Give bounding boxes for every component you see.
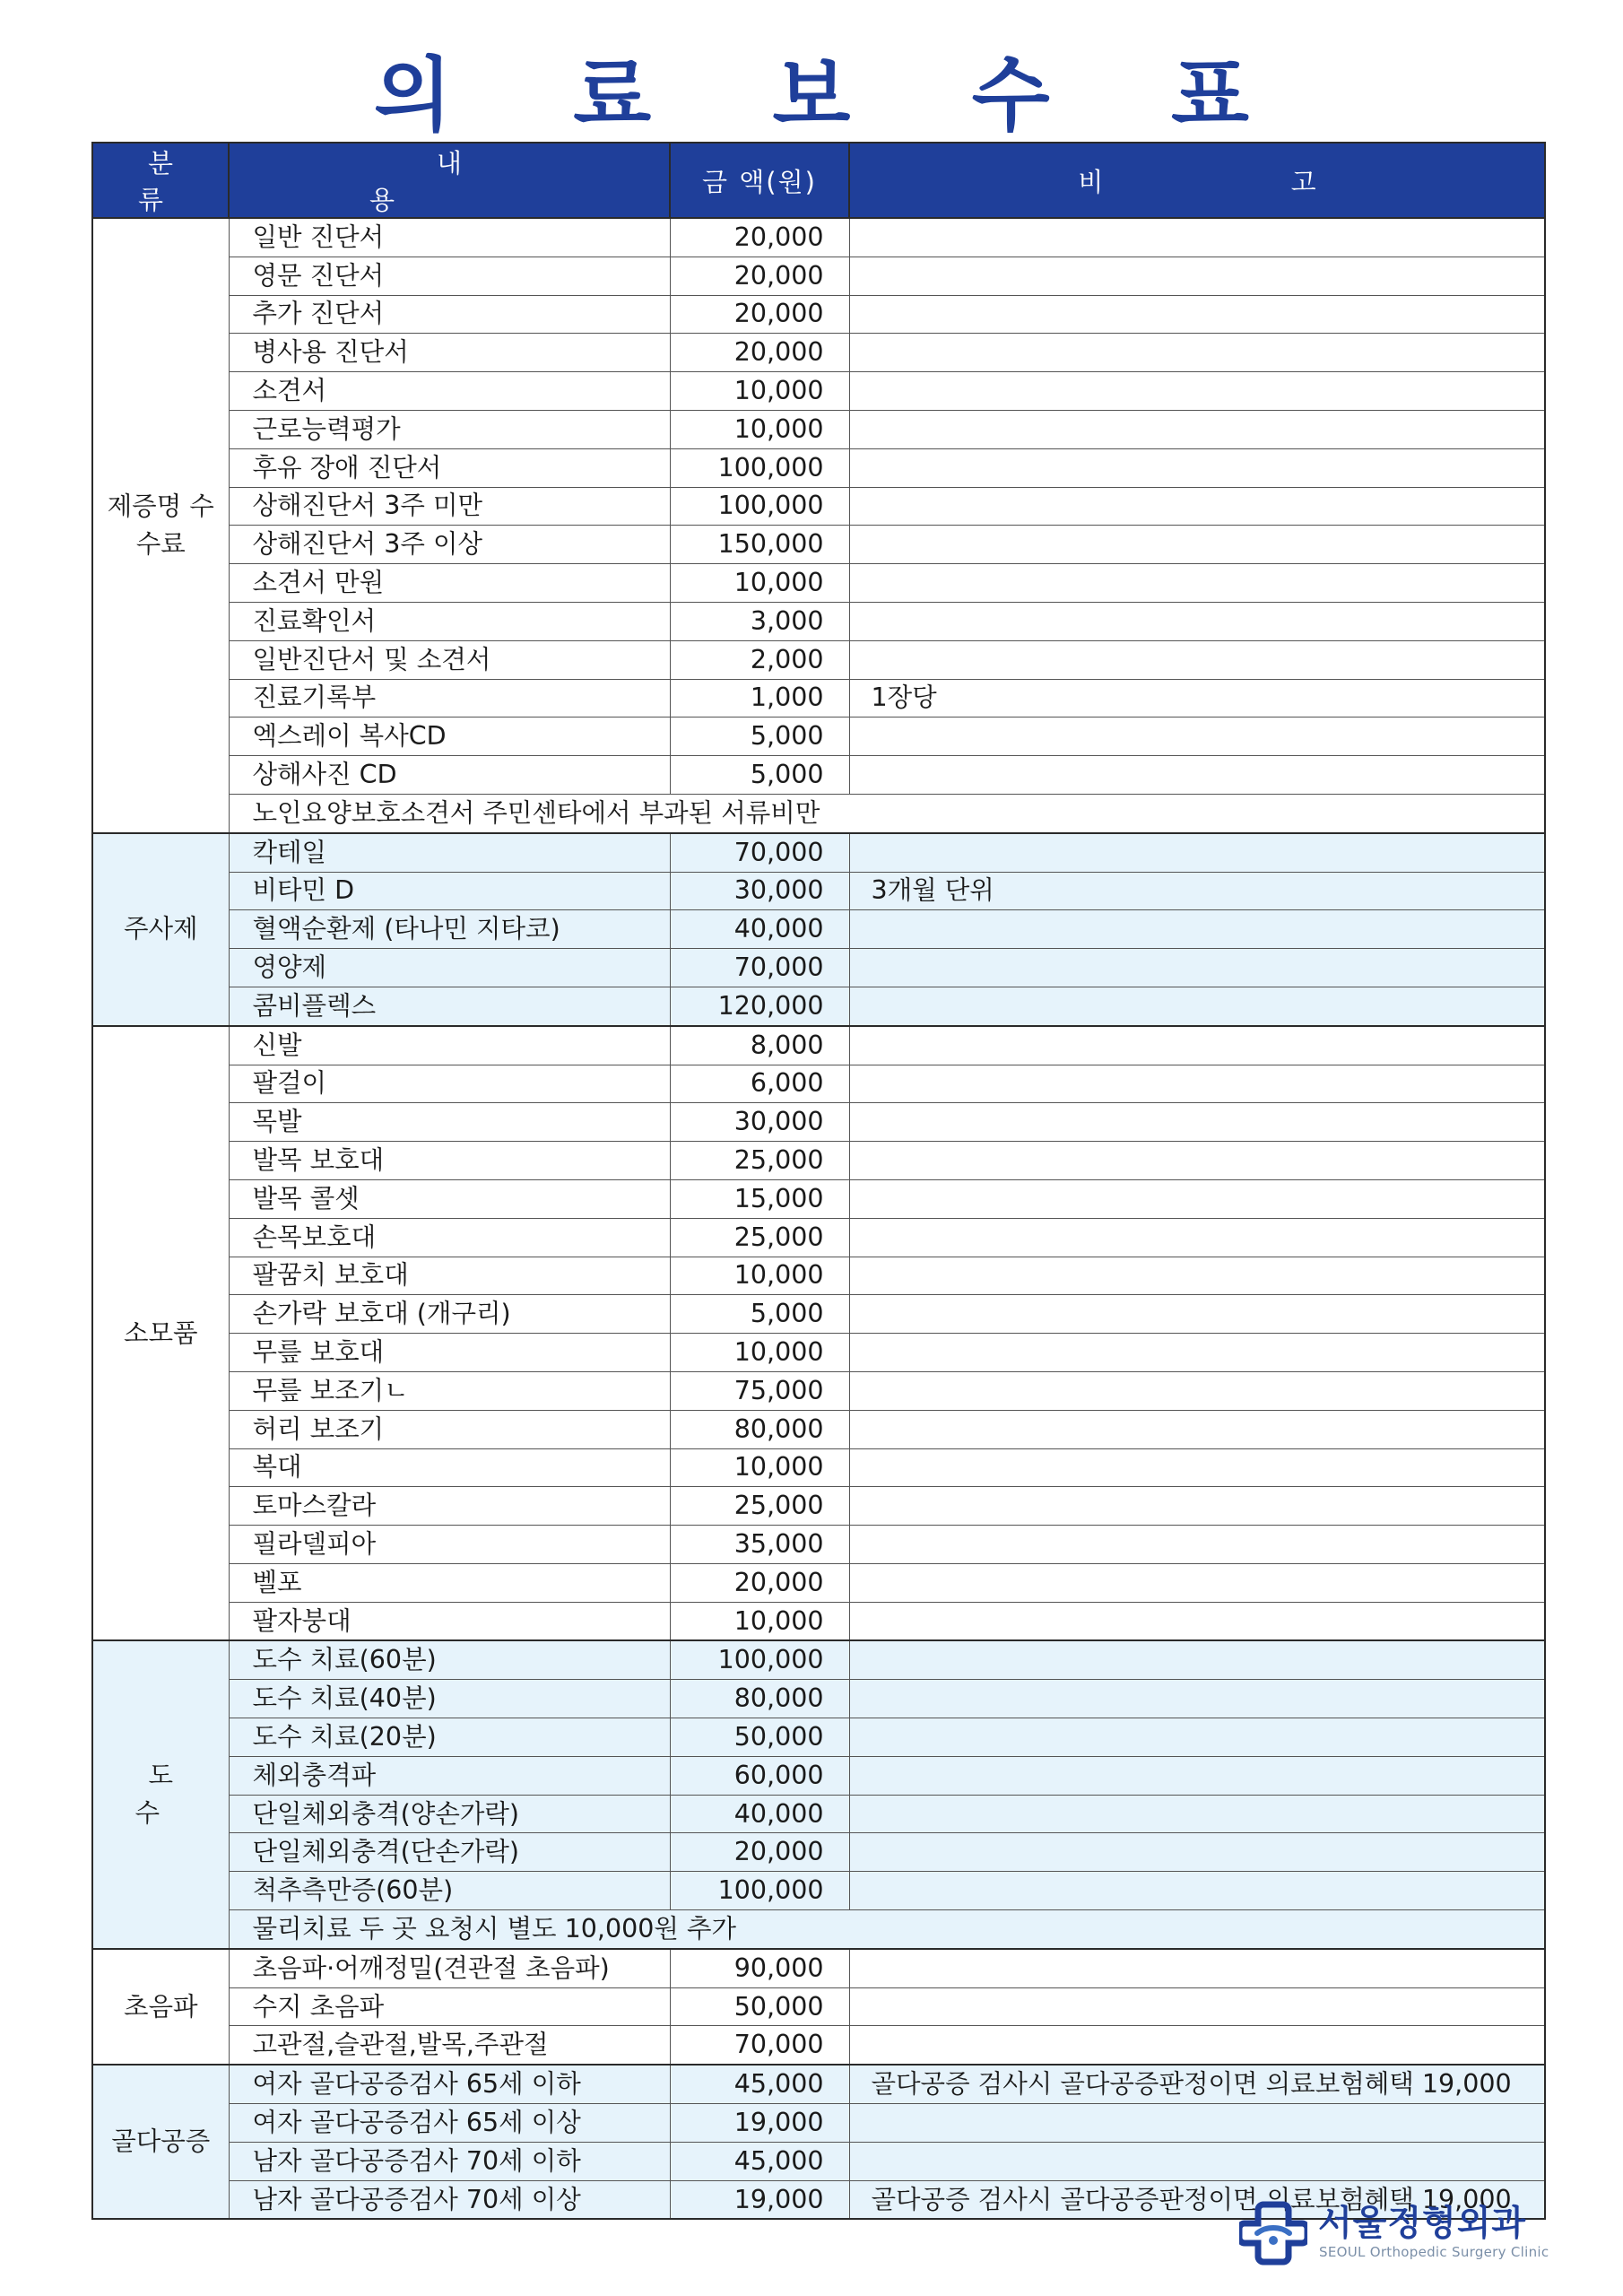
item-cell: 벨포 [229,1563,670,1602]
header-amount: 금 액(원) [670,143,849,218]
amount-cell: 70,000 [670,949,849,987]
group-footnote: 노인요양보호소견서 주민센타에서 부과된 서류비만 [229,794,1545,832]
note-cell [849,2026,1545,2065]
note-cell: 1장당 [849,679,1545,718]
amount-cell: 10,000 [670,1602,849,1640]
item-cell: 근로능력평가 [229,410,670,448]
item-cell: 도수 치료(40분) [229,1680,670,1718]
amount-cell: 30,000 [670,872,849,910]
amount-cell: 20,000 [670,1833,849,1872]
item-cell: 여자 골다공증검사 65세 이하 [229,2065,670,2103]
note-cell [849,564,1545,603]
note-cell [849,640,1545,679]
table-row [92,602,1545,640]
amount-cell: 80,000 [670,1680,849,1718]
note-cell [849,257,1545,295]
item-cell: 손가락 보호대 (개구리) [229,1295,670,1334]
amount-cell: 5,000 [670,1295,849,1334]
amount-cell: 35,000 [670,1526,849,1564]
item-cell: 수지 초음파 [229,1987,670,2026]
note-cell [849,1179,1545,1218]
note-cell [849,1065,1545,1103]
amount-cell: 20,000 [670,334,849,372]
table-row [92,987,1545,1025]
note-cell [849,1410,1545,1448]
clinic-name: 서울정형외과 [1318,2204,1527,2244]
note-cell [849,1602,1545,1640]
item-cell: 목발 [229,1103,670,1142]
item-cell: 비타민 D [229,872,670,910]
note-cell [849,1218,1545,1257]
note-cell [849,1756,1545,1795]
amount-cell: 100,000 [670,1640,849,1679]
table-row [92,1334,1545,1372]
note-cell [849,1026,1545,1065]
category-cell [92,218,229,833]
table-row [92,2104,1545,2143]
amount-cell: 10,000 [670,564,849,603]
table-row [92,257,1545,295]
table-row [92,1448,1545,1487]
item-cell: 도수 치료(20분) [229,1718,670,1757]
item-cell: 상해진단서 3주 이상 [229,526,670,564]
amount-cell: 10,000 [670,1448,849,1487]
amount-cell: 25,000 [670,1218,849,1257]
amount-cell: 120,000 [670,987,849,1025]
amount-cell: 10,000 [670,1334,849,1372]
item-cell: 남자 골다공증검사 70세 이하 [229,2142,670,2180]
note-cell [849,1640,1545,1679]
item-cell: 손목보호대 [229,1218,670,1257]
table-row [92,1026,1545,1065]
table-row [92,949,1545,987]
note-cell [849,1103,1545,1142]
table-row [92,1640,1545,1679]
table-row [92,718,1545,756]
table-row [92,1487,1545,1526]
table-row [92,218,1545,257]
table-row [92,1295,1545,1334]
category-label: 골다공증 [111,2126,211,2157]
amount-cell: 2,000 [670,640,849,679]
amount-cell: 75,000 [670,1371,849,1410]
amount-cell: 80,000 [670,1410,849,1448]
table-row [92,1563,1545,1602]
table-header-row [92,143,1545,218]
table-row [92,1065,1545,1103]
table-row [92,2026,1545,2065]
note-cell: 골다공증 검사시 골다공증판정이면 의료보험혜택 19,000 [849,2065,1545,2103]
table-row [92,1910,1545,1949]
note-cell [849,756,1545,795]
category-label: 제증명 수수료 [107,491,214,559]
item-cell: 소견서 만원 [229,564,670,603]
note-cell [849,448,1545,487]
amount-cell: 40,000 [670,910,849,949]
category-cell [92,1949,229,2065]
item-cell: 고관절,슬관절,발목,주관절 [229,2026,670,2065]
item-cell: 단일체외충격(양손가락) [229,1795,670,1833]
table-row [92,872,1545,910]
item-cell: 단일체외충격(단손가락) [229,1833,670,1872]
note-cell [849,1872,1545,1910]
table-row [92,1103,1545,1142]
note-cell [849,1833,1545,1872]
amount-cell: 20,000 [670,257,849,295]
group-footnote: 물리치료 두 곳 요청시 별도 10,000원 추가 [229,1910,1545,1949]
note-cell [849,910,1545,949]
note-cell [849,295,1545,334]
note-cell [849,833,1545,872]
item-cell: 추가 진단서 [229,295,670,334]
table-row [92,640,1545,679]
table-row [92,526,1545,564]
item-cell: 여자 골다공증검사 65세 이상 [229,2104,670,2143]
item-cell: 도수 치료(60분) [229,1640,670,1679]
table-row [92,1602,1545,1640]
table-row [92,1756,1545,1795]
header-note: 비 고 [849,143,1545,218]
table-row [92,1949,1545,1987]
amount-cell: 15,000 [670,1179,849,1218]
table-row [92,1987,1545,2026]
note-cell [849,218,1545,257]
item-cell: 상해사진 CD [229,756,670,795]
note-cell [849,1257,1545,1295]
table-row [92,1142,1545,1180]
category-cell [92,1026,229,1641]
item-cell: 무릎 보조기ㄴ [229,1371,670,1410]
table-row [92,372,1545,411]
category-label: 초음파 [123,1991,198,2022]
table-row [92,910,1545,949]
header-item: 내 용 [229,143,670,218]
category-label: 소모품 [123,1318,198,1348]
table-row [92,1680,1545,1718]
amount-cell: 5,000 [670,718,849,756]
amount-cell: 50,000 [670,1987,849,2026]
item-cell: 일반진단서 및 소견서 [229,640,670,679]
amount-cell: 45,000 [670,2065,849,2103]
clinic-subtitle: SEOUL Orthopedic Surgery Clinic [1319,2244,1549,2260]
table-row [92,1833,1545,1872]
table-row [92,1795,1545,1833]
table-row [92,794,1545,832]
item-cell: 후유 장애 진단서 [229,448,670,487]
amount-cell: 10,000 [670,372,849,411]
item-cell: 혈액순환제 (타나민 지타코) [229,910,670,949]
item-cell: 척추측만증(60분) [229,1872,670,1910]
table-row [92,1179,1545,1218]
item-cell: 콤비플렉스 [229,987,670,1025]
amount-cell: 3,000 [670,602,849,640]
amount-cell: 45,000 [670,2142,849,2180]
amount-cell: 100,000 [670,448,849,487]
amount-cell: 70,000 [670,833,849,872]
table-row [92,2065,1545,2103]
table-row [92,1410,1545,1448]
table-row [92,1218,1545,1257]
table-row [92,679,1545,718]
amount-cell: 5,000 [670,756,849,795]
table-row [92,756,1545,795]
category-cell [92,833,229,1026]
note-cell [849,1371,1545,1410]
table-row [92,410,1545,448]
item-cell: 팔자붕대 [229,1602,670,1640]
amount-cell: 6,000 [670,1065,849,1103]
amount-cell: 150,000 [670,526,849,564]
page-title: 의 료 보 수 표 [373,48,1297,143]
amount-cell: 100,000 [670,487,849,526]
item-cell: 발목 보호대 [229,1142,670,1180]
amount-cell: 10,000 [670,410,849,448]
amount-cell: 20,000 [670,218,849,257]
amount-cell: 25,000 [670,1487,849,1526]
note-cell [849,1295,1545,1334]
note-cell [849,1949,1545,1987]
category-cell [92,2065,229,2219]
item-cell: 진료확인서 [229,602,670,640]
amount-cell: 20,000 [670,295,849,334]
category-label: 주사제 [123,914,198,944]
note-cell [849,987,1545,1025]
table-row [92,295,1545,334]
header-category: 분 류 [92,143,229,218]
table-row [92,334,1545,372]
amount-cell: 50,000 [670,1718,849,1757]
item-cell: 허리 보조기 [229,1410,670,1448]
amount-cell: 90,000 [670,1949,849,1987]
table-row [92,564,1545,603]
item-cell: 일반 진단서 [229,218,670,257]
note-cell [849,1142,1545,1180]
table-row [92,1371,1545,1410]
amount-cell: 100,000 [670,1872,849,1910]
fee-table [91,142,1546,2220]
table-row [92,1257,1545,1295]
item-cell: 영양제 [229,949,670,987]
note-cell [849,1987,1545,2026]
item-cell: 병사용 진단서 [229,334,670,372]
item-cell: 진료기록부 [229,679,670,718]
amount-cell: 60,000 [670,1756,849,1795]
note-cell [849,1526,1545,1564]
table-row [92,2142,1545,2180]
note-cell [849,949,1545,987]
amount-cell: 40,000 [670,1795,849,1833]
amount-cell: 20,000 [670,1563,849,1602]
note-cell [849,1487,1545,1526]
note-cell [849,1680,1545,1718]
amount-cell: 10,000 [670,1257,849,1295]
note-cell [849,1563,1545,1602]
item-cell: 초음파·어깨정밀(견관절 초음파) [229,1949,670,1987]
item-cell: 엑스레이 복사CD [229,718,670,756]
table-row [92,487,1545,526]
item-cell: 필라델피아 [229,1526,670,1564]
clinic-logo [1239,2196,1549,2267]
category-cell [92,1640,229,1948]
item-cell: 칵테일 [229,833,670,872]
item-cell: 상해진단서 3주 미만 [229,487,670,526]
table-row [92,448,1545,487]
note-cell: 골다공증 검사시 골다공증판정이면 의료보험혜택 19,000 [849,2180,1545,2219]
table-row [92,1872,1545,1910]
amount-cell: 8,000 [670,1026,849,1065]
amount-cell: 30,000 [670,1103,849,1142]
note-cell [849,410,1545,448]
item-cell: 소견서 [229,372,670,411]
note-cell [849,718,1545,756]
item-cell: 영문 진단서 [229,257,670,295]
note-cell [849,1718,1545,1757]
amount-cell: 70,000 [670,2026,849,2065]
amount-cell: 19,000 [670,2104,849,2143]
note-cell [849,1795,1545,1833]
note-cell [849,2142,1545,2180]
note-cell: 3개월 단위 [849,872,1545,910]
note-cell [849,602,1545,640]
amount-cell: 1,000 [670,679,849,718]
table-row [92,1718,1545,1757]
item-cell: 팔꿈치 보호대 [229,1257,670,1295]
item-cell: 토마스칼라 [229,1487,670,1526]
item-cell: 복대 [229,1448,670,1487]
table-row [92,833,1545,872]
item-cell: 남자 골다공증검사 70세 이상 [229,2180,670,2219]
medical-cross-icon [1239,2199,1307,2267]
amount-cell: 19,000 [670,2180,849,2219]
note-cell [849,334,1545,372]
category-label: 도 수 [135,1761,201,1829]
note-cell [849,487,1545,526]
note-cell [849,526,1545,564]
note-cell [849,372,1545,411]
note-cell [849,1334,1545,1372]
fee-table-body [92,218,1545,2219]
item-cell: 체외충격파 [229,1756,670,1795]
note-cell [849,1448,1545,1487]
amount-cell: 25,000 [670,1142,849,1180]
item-cell: 무릎 보호대 [229,1334,670,1372]
table-row [92,1526,1545,1564]
note-cell [849,2104,1545,2143]
item-cell: 팔걸이 [229,1065,670,1103]
item-cell: 신발 [229,1026,670,1065]
item-cell: 발목 콜셋 [229,1179,670,1218]
